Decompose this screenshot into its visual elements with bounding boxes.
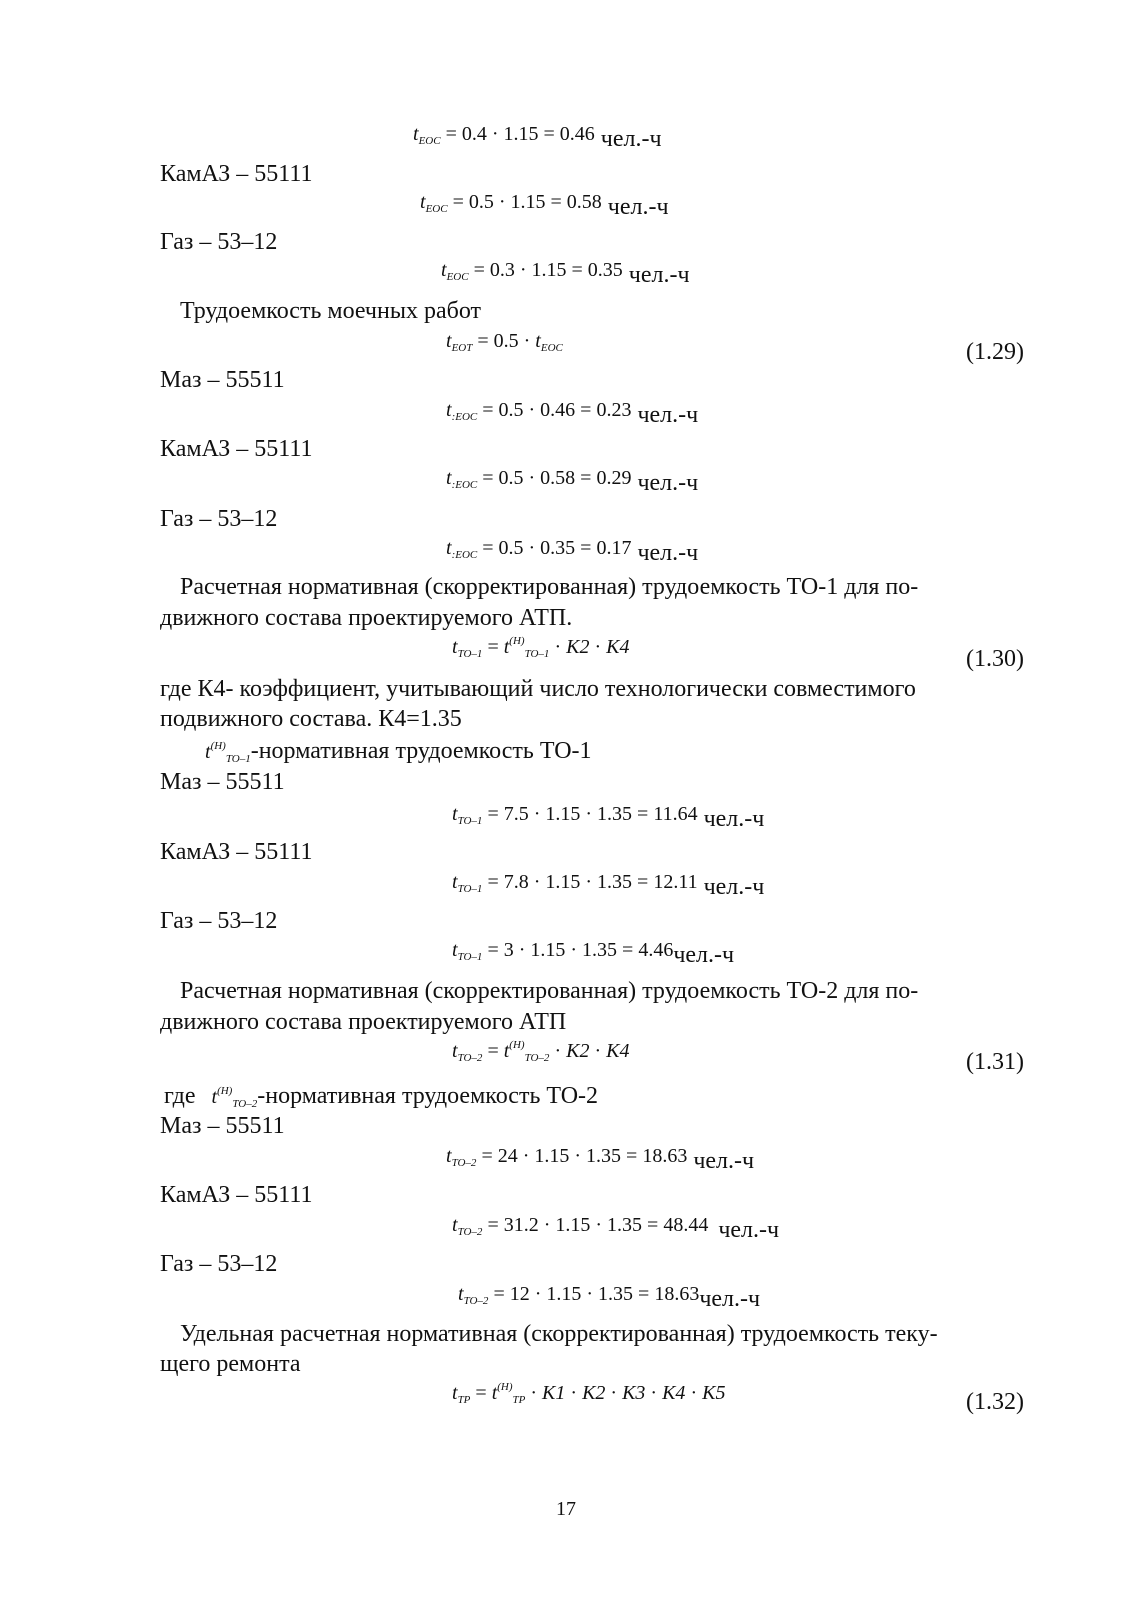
- equation-number-1-29: (1.29): [966, 339, 1024, 365]
- formula-eot-general: $t_{EOT} = 0.5 \cdot t_{EOC}$: [446, 330, 563, 354]
- formula-tr-general: $t_{TP} = t^{(H)}_{TP} \cdot K1 \cdot K2 \cdot K3 \cdot K4 \cdot K5$: [452, 1381, 726, 1406]
- section-to2-line1: Расчетная нормативная (скорректированная) трудоемкость ТО-2 для по-: [180, 978, 919, 1004]
- section-tr-line2: щего ремонта: [160, 1351, 301, 1377]
- vehicle-maz-1: Маз – 55511: [160, 367, 285, 393]
- to1-normative-definition: $t^{(H)}_{TO-1}$-нормативная трудоемкость ТО-1: [205, 738, 592, 765]
- formula-to2-general: $t_{TO-2} = t^{(H)}_{TO-2} \cdot K2 \cdot K4$: [452, 1039, 630, 1064]
- equation-number-1-32: (1.32): [966, 1389, 1024, 1415]
- formula-eoc-gaz: $t_{EOC} = 0.3 \cdot 1.15 = 0.35$ чел.-ч: [441, 259, 690, 288]
- vehicle-gaz-1: Газ – 53–12: [160, 229, 278, 255]
- formula-eoc-maz: $t_{EOC} = 0.4 \cdot 1.15 = 0.46$ чел.-ч: [413, 123, 662, 152]
- formula-to2-kamaz: $t_{TO-2} = 31.2 \cdot 1.15 \cdot 1.35 = 48.44$ чел.-ч: [452, 1214, 780, 1243]
- k4-definition-line2: подвижного состава. К4=1.35: [160, 706, 462, 732]
- equation-number-1-31: (1.31): [966, 1049, 1024, 1075]
- vehicle-maz-3: Маз – 55511: [160, 1113, 285, 1139]
- vehicle-kamaz-4: КамАЗ – 55111: [160, 1182, 313, 1208]
- vehicle-kamaz-3: КамАЗ – 55111: [160, 839, 313, 865]
- formula-to2-maz: $t_{TO-2} = 24 \cdot 1.15 \cdot 1.35 = 18.63$ чел.-ч: [446, 1145, 755, 1174]
- vehicle-maz-2: Маз – 55511: [160, 769, 285, 795]
- page-number: 17: [556, 1498, 576, 1520]
- formula-to2-gaz: $t_{TO-2} = 12 \cdot 1.15 \cdot 1.35 = 18.63чел.-ч$: [458, 1283, 761, 1312]
- section-to2-line2: движного состава проектируемого АТП: [160, 1009, 567, 1035]
- vehicle-gaz-4: Газ – 53–12: [160, 1251, 278, 1277]
- k4-definition-line1: где К4- коэффициент, учитывающий число технологически совместимого: [160, 676, 916, 702]
- equation-number-1-30: (1.30): [966, 646, 1024, 672]
- vehicle-gaz-3: Газ – 53–12: [160, 908, 278, 934]
- formula-wash-gaz: $t_{:EOC} = 0.5 \cdot 0.35 = 0.17$ чел.-ч: [446, 537, 699, 566]
- section-to1-line2: движного состава проектируемого АТП.: [160, 605, 573, 631]
- formula-to1-gaz: $t_{TO-1} = 3 \cdot 1.15 \cdot 1.35 = 4.46чел.-ч$: [452, 939, 735, 968]
- formula-to1-kamaz: $t_{TO-1} = 7.8 \cdot 1.15 \cdot 1.35 = 12.11$ чел.-ч: [452, 871, 765, 900]
- formula-wash-maz: $t_{:EOC} = 0.5 \cdot 0.46 = 0.23$ чел.-ч: [446, 399, 699, 428]
- formula-to1-maz: $t_{TO-1} = 7.5 \cdot 1.15 \cdot 1.35 = 11.64$ чел.-ч: [452, 803, 765, 832]
- formula-eoc-kamaz: $t_{EOC} = 0.5 \cdot 1.15 = 0.58$ чел.-ч: [420, 191, 669, 220]
- formula-wash-kamaz: $t_{:EOC} = 0.5 \cdot 0.58 = 0.29$ чел.-ч: [446, 467, 699, 496]
- vehicle-kamaz-2: КамАЗ – 55111: [160, 436, 313, 462]
- section-wash-intro: Трудоемкость моечных работ: [180, 298, 481, 324]
- section-tr-line1: Удельная расчетная нормативная (скорректированная) трудоемкость теку-: [180, 1321, 938, 1347]
- formula-to1-general: $t_{TO-1} = t^{(H)}_{TO-1} \cdot K2 \cdot K4$: [452, 635, 630, 660]
- to2-normative-definition: где $t^{(H)}_{TO-2}$-нормативная трудоемкость ТО-2: [164, 1083, 599, 1110]
- vehicle-gaz-2: Газ – 53–12: [160, 506, 278, 532]
- vehicle-kamaz-1: КамАЗ – 55111: [160, 161, 313, 187]
- section-to1-line1: Расчетная нормативная (скорректированная) трудоемкость ТО-1 для по-: [180, 574, 919, 600]
